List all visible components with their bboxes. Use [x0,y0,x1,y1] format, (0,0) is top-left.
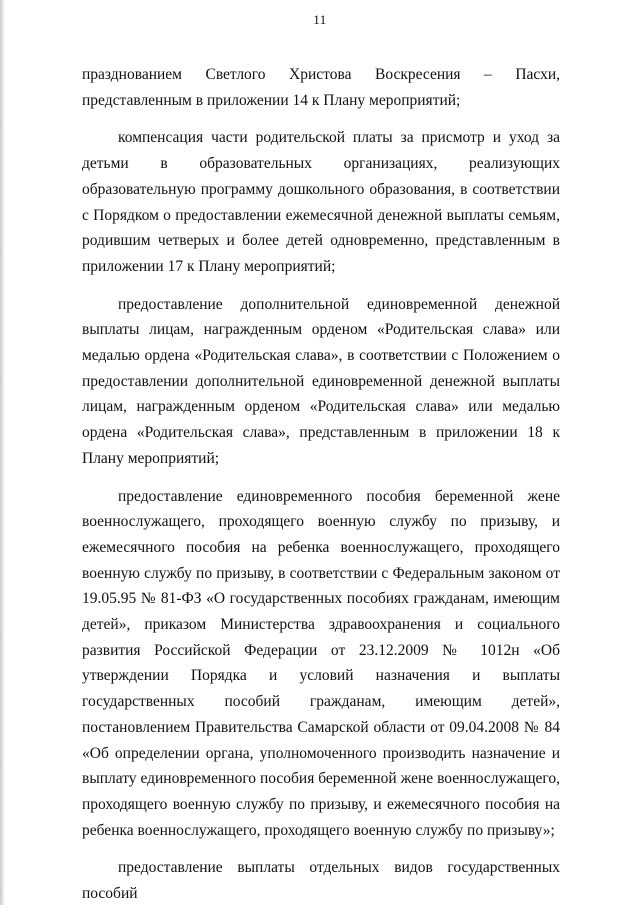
scan-edge-shadow [0,0,5,905]
document-body [82,62,560,919]
paragraph-parental-glory: предоставление дополнительной единовременной денежной выплаты лицам, награжденным орденом «Родительская слава» или медалью ордена «Родительская слава», в соответствии с Положением о предоставлении дополнительной единовременной денежной выплаты лицам, награжденным орденом «Родительская слава» или медалью ордена «Родительская слава», представленным в приложении 18 к Плану мероприятий; [82,295,560,467]
paragraph-state-allowances: предоставление выплаты отдельных видов государственных пособий [82,859,560,903]
page-number: 11 [313,12,327,27]
paragraph-continuation: празднованием Светлого Христова Воскресения – Пасхи, представленным в приложении 14 к Плану мероприятий; [82,66,560,109]
paragraph-military-allowance: предоставление единовременного пособия беременной жене военнослужащего, проходящего военную службу по призыву, и ежемесячного пособия на ребенка военнослужащего, проходящего военную службу по призыву, в соответствии с Федеральным законом от 19.05.95 № 81-ФЗ «О государственных пособиях гражданам, имеющим детей», приказом Министерства здравоохранения и социального развития Российской Федерации от 23.12.2009 № 1012н «Об утверждении Порядка и условий назначения и выплаты государственных пособий гражданам, имеющим детей», постановлением Правительства Самарской области от 09.04.2008 № 84 «Об определении органа, уполномоченного производить назначение и выплату единовременного пособия беременной жене военнослужащего, проходящего военную службу по призыву, и ежемесячного пособия на ребенка военнослужащего, проходящего военную службу по призыву»; [82,487,560,839]
paragraph-compensation: компенсация части родительской платы за присмотр и уход за детьми в образовательных организациях, реализующих образовательную программу дошкольного образования, в соответствии с Порядком о предоставлении ежемесячной денежной выплаты семьям, родившим четверых и более детей одновременно, представленным в приложении 17 к Плану мероприятий; [82,129,560,275]
